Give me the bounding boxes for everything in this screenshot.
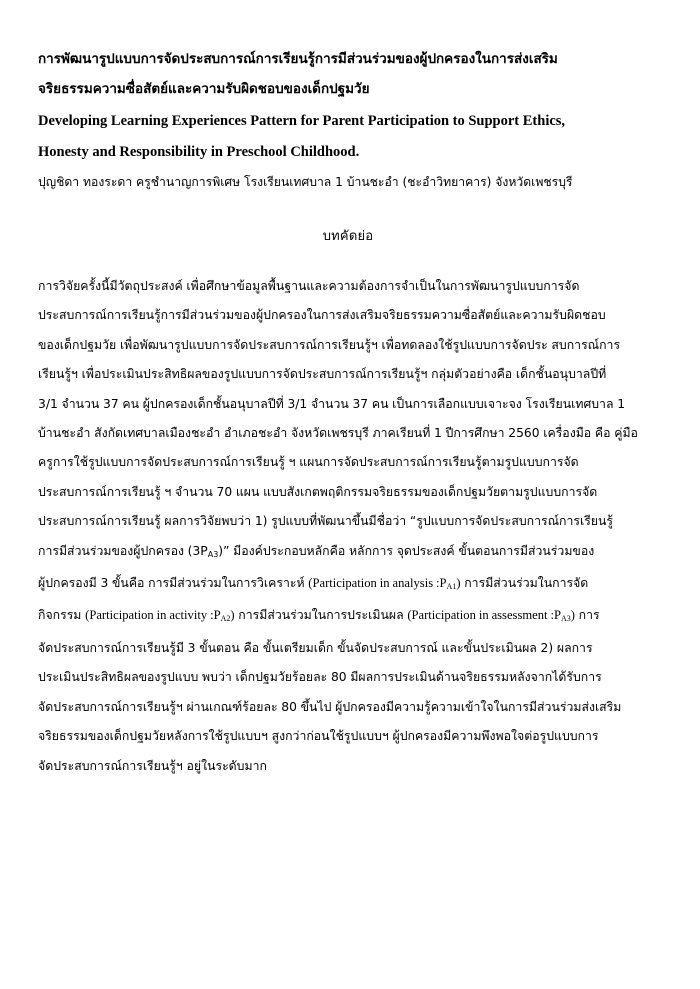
thai-title-line-1: การพัฒนารูปแบบการจัดประสบการณ์การเรียนรู้การมีส่วนร่วมของผู้ปกครองในการส่งเสริม [38,51,558,67]
abstract-line: จัดประสบการณ์การเรียนรู้ฯ อยู่ในระดับมาก [38,758,267,773]
thai-title [38,44,658,104]
abstract-line: ประสบการณ์การเรียนรู้ ฯ จำนวน 70 แผน แบบสังเกตพฤติกรรมจริยธรรมของเด็กปฐมวัยตามรูปแบบการจัด [38,484,598,499]
english-title-line-1: Developing Learning Experiences Pattern for Parent Participation to Support Ethics, [38,113,566,129]
abstract-line: 3/1 จำนวน 37 คน ผู้ปกครองเด็กชั้นอนุบาลปีที่ 3/1 จำนวน 37 คน เป็นการเลือกแบบเจาะจง โรงเรียนเทศบาล 1 [38,396,626,411]
abstract-heading: บทคัดย่อ [322,229,374,244]
abstract-line: กิจกรรม (Participation in activity $:P_{A2}$) การมีส่วนร่วมในการประเมินผล (Participation in assessment $:P_{A3}$) การ [38,608,600,624]
abstract-line: จริยธรรมของเด็กปฐมวัยหลังการใช้รูปแบบฯ สูงกว่าก่อนใช้รูปแบบฯ ผู้ปกครองมีความพึงพอใจต่อรูปแบบการ [38,729,599,744]
abstract-line: ประสบการณ์การเรียนรู้ ผลการวิจัยพบว่า 1) รูปแบบที่พัฒนาขึ้นมีชื่อว่า “รูปแบบการจัดประสบการณ์การเรียนรู้ [38,514,614,529]
abstract-line: การวิจัยครั้งนี้มีวัตถุประสงค์ เพื่อศึกษาข้อมูลพื้นฐานและความต้องการจำเป็นในการพัฒนารูปแบบการจัด [38,279,580,293]
abstract-line: ของเด็กปฐมวัย เพื่อพัฒนารูปแบบการจัดประสบการณ์การเรียนรู้ฯ เพื่อทดลองใช้รูปแบบการจัดประ สบการณ์การ [38,337,621,352]
abstract-line: ผู้ปกครองมี 3 ขั้นคือ การมีส่วนร่วมในการวิเคราะห์ (Participation in analysis $:P_{A1}$) การมีส่วนร่วมในการจัด [38,576,589,592]
abstract-line: ประสบการณ์การเรียนรู้การมีส่วนร่วมของผู้ปกครองในการส่งเสริมจริยธรรมความซื่อสัตย์และความรับผิดชอบ [38,308,606,323]
abstract-body [38,272,658,781]
author-affiliation-line: ปุญชิดา ทองระดา ครูชำนาญการพิเศษ โรงเรียนเทศบาล 1 บ้านชะอำ (ชะอำวิทยาคาร) จังหวัดเพชรบุรี [38,175,573,189]
abstract-line: จัดประสบการณ์การเรียนรู้มี 3 ขั้นตอน คือ ขั้นเตรียมเด็ก ขั้นจัดประสบการณ์ และขั้นประเมินผล 2) ผลการ [38,640,593,655]
abstract-line: ประเมินประสิทธิผลของรูปแบบ พบว่า เด็กปฐมวัยร้อยละ 80 มีผลการประเมินด้านจริยธรรมหลังจากได้รับการ [38,670,602,685]
english-title-line-2: Honesty and Responsibility in Preschool Childhood. [38,144,360,160]
abstract-line: เรียนรู้ฯ เพื่อประเมินประสิทธิผลของรูปแบบการจัดประสบการณ์การเรียนรู้ฯ กลุ่มตัวอย่างคือ เด็กชั้นอนุบาลปีที่ [38,367,607,382]
abstract-line: การมีส่วนร่วมของผู้ปกครอง $(3P_{A3})$” มีองค์ประกอบหลักคือ หลักการ จุดประสงค์ ขั้นตอนการมีส่วนร่วมของ [38,543,595,559]
english-title [38,106,658,168]
abstract-line: จัดประสบการณ์การเรียนรู้ฯ ผ่านเกณฑ์ร้อยละ 80 ขึ้นไป ผู้ปกครองมีความรู้ความเข้าใจในการมีส่วนร่วมส่งเสริม [38,699,622,714]
abstract-line: บ้านชะอำ สังกัดเทศบาลเมืองชะอำ อำเภอชะอำ จังหวัดเพชรบุรี ภาคเรียนที่ 1 ปีการศึกษา 2560 เครื่องมือ คือ คู่มือ [38,426,638,441]
thai-title-line-2: จริยธรรมความซื่อสัตย์และความรับผิดชอบของเด็กปฐมวัย [38,81,370,97]
abstract-line: ครูการใช้รูปแบบการจัดประสบการณ์การเรียนรู้ ฯ แผนการจัดประสบการณ์การเรียนรู้ตามรูปแบบการจัด [38,455,579,470]
